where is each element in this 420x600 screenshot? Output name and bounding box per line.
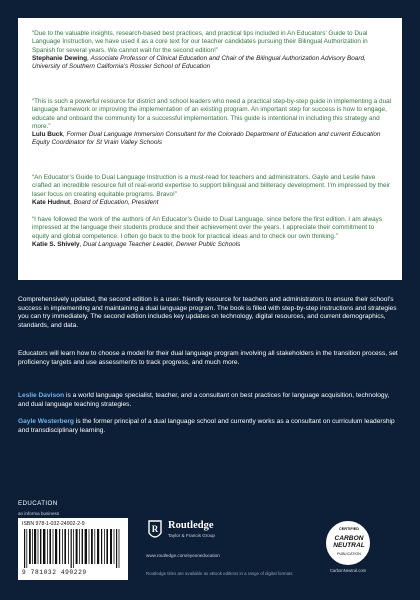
svg-text:R: R xyxy=(151,524,159,534)
description-paragraph: Comprehensively updated, the second edition is a user- friendly resource for teachers and administrators to ensure their school’s success in implementing and maintaining a dual language program. The book is filled with step-by-step instructions and strategies you can try immediately. The second edition includes key updates on technology, digital resources, and current demographics, standards, and data. xyxy=(18,296,397,329)
badge-main-text: CARBON NEUTRAL xyxy=(333,535,365,549)
author-bio-text: is the former principal of a dual language school and currently works as a consultant on curriculum leadership and transdisciplinary learning. xyxy=(18,418,395,434)
quote-author: Lulu Buck xyxy=(32,131,63,139)
author-bio xyxy=(18,418,402,435)
quote-author: Kate Hudnut xyxy=(32,198,70,206)
author-bio xyxy=(18,392,402,409)
publisher-url: www.routledge.com/eyeoneducation xyxy=(146,553,220,558)
barcode-digits: 9 781032 490229 xyxy=(22,569,87,576)
quote-attribution: Kate Hudnut, Board of Education, President xyxy=(32,198,159,206)
carbon-neutral-badge xyxy=(326,521,370,565)
author-name: Gayle Westerberg xyxy=(18,418,74,425)
badge-top-text: CERTIFIED xyxy=(338,527,360,531)
quote-text: “I have followed the work of the authors of An Educator’s Guide to Dual Language, since before the first edition. I am always impressed at the language their students produce and their achievement over the years. I appreciate their commitment to equity and global competence. I often go back to the book for practical ideas and to check our own thinking.” xyxy=(32,216,383,240)
quote-attribution: Stephanie Dewing, Associate Professor of Clinical Education and Chair of the Bilingual Authorization Advisory Board, University of Southern California’s Rossier School of Education xyxy=(32,54,366,71)
publisher-group: Taylor & Francis Group xyxy=(168,533,215,538)
endorsement-quote xyxy=(32,174,392,207)
description-paragraph: Educators will learn how to choose a model for their dual language program involving all stakeholders in the transition process, set proficiency targets and use assessments to track progress, and much more. xyxy=(18,350,398,366)
endorsements-box xyxy=(18,18,402,280)
endorsement-quote xyxy=(32,30,392,71)
routledge-logo-icon xyxy=(146,520,164,542)
isbn-text: ISBN 978-1-032-24902-2-9 xyxy=(22,521,85,527)
informa-label: an informa business xyxy=(18,511,60,516)
quote-text: “An Educator’s Guide to Dual Language Instruction is a must-read for teachers and administrators. Gayle and Leslie have crafted an incredible resource full of real-world expertise to support bilingual and biliteracy development. I’m impressed by their laser focus on creating equitable programs. Bravo!” xyxy=(32,174,391,198)
barcode-bars xyxy=(24,529,122,568)
quote-author: Katie S. Shively xyxy=(32,240,80,248)
quote-role: Former Dual Language Immersion Consultant for the Colorado Department of Education and current Education Equity Coordinator for St Vrain Valley Schools xyxy=(32,131,381,147)
quote-role: Board of Education, President xyxy=(73,198,159,206)
quote-text: “This is such a powerful resource for district and school leaders who need a practical step-by-step guide in implementing a dual language framework or improving the implementation of an existing program. An important step for success is how to engage, educate and onboard the community for a successful implementation. This guide is intentional in including this strategy and more.” xyxy=(32,98,392,130)
endorsement-quote xyxy=(32,98,392,148)
quote-author: Stephanie Dewing xyxy=(32,54,88,62)
quote-role: Associate Professor of Clinical Education and Chair of the Bilingual Authorization Advisory Board, University of Southern California’s Rossier School of Education xyxy=(32,54,366,71)
barcode xyxy=(18,518,128,580)
author-name: Leslie Davison xyxy=(18,392,65,399)
endorsement-quote xyxy=(32,216,392,249)
back-matter xyxy=(18,511,402,583)
badge-url: CarbonNeutral.com xyxy=(329,568,367,573)
quote-text: “Due to the valuable insights, research-based best practices, and practical tips included in An Educators’ Guide to Dual Language Instruction, we have used it as a core text for our teacher candidates pursuing their Bilingual Authorization in Spanish for several years. We cannot wait for the second edition!” xyxy=(32,30,368,54)
publisher-name: Routledge xyxy=(168,520,214,531)
quote-attribution: Lulu Buck, Former Dual Language Immersion Consultant for the Colorado Department of Education and current Education Equity Coordinator for St Vrain Valley Schools xyxy=(32,131,381,147)
quote-role: Dual Language Teacher Leader, Denver Public Schools xyxy=(83,240,241,248)
author-bio-text: is a world language specialist, teacher, and a consultant on best practices for language acquisition, technology, and dual language teaching strategies. xyxy=(18,392,390,408)
subject-category: EDUCATION xyxy=(18,500,58,507)
ebook-note: Routledge titles are available as eBook editions in a range of digital formats xyxy=(146,571,293,576)
quote-attribution: Katie S. Shively, Dual Language Teacher Leader, Denver Public Schools xyxy=(32,240,241,248)
badge-bottom-text: PUBLICATION xyxy=(337,552,361,556)
